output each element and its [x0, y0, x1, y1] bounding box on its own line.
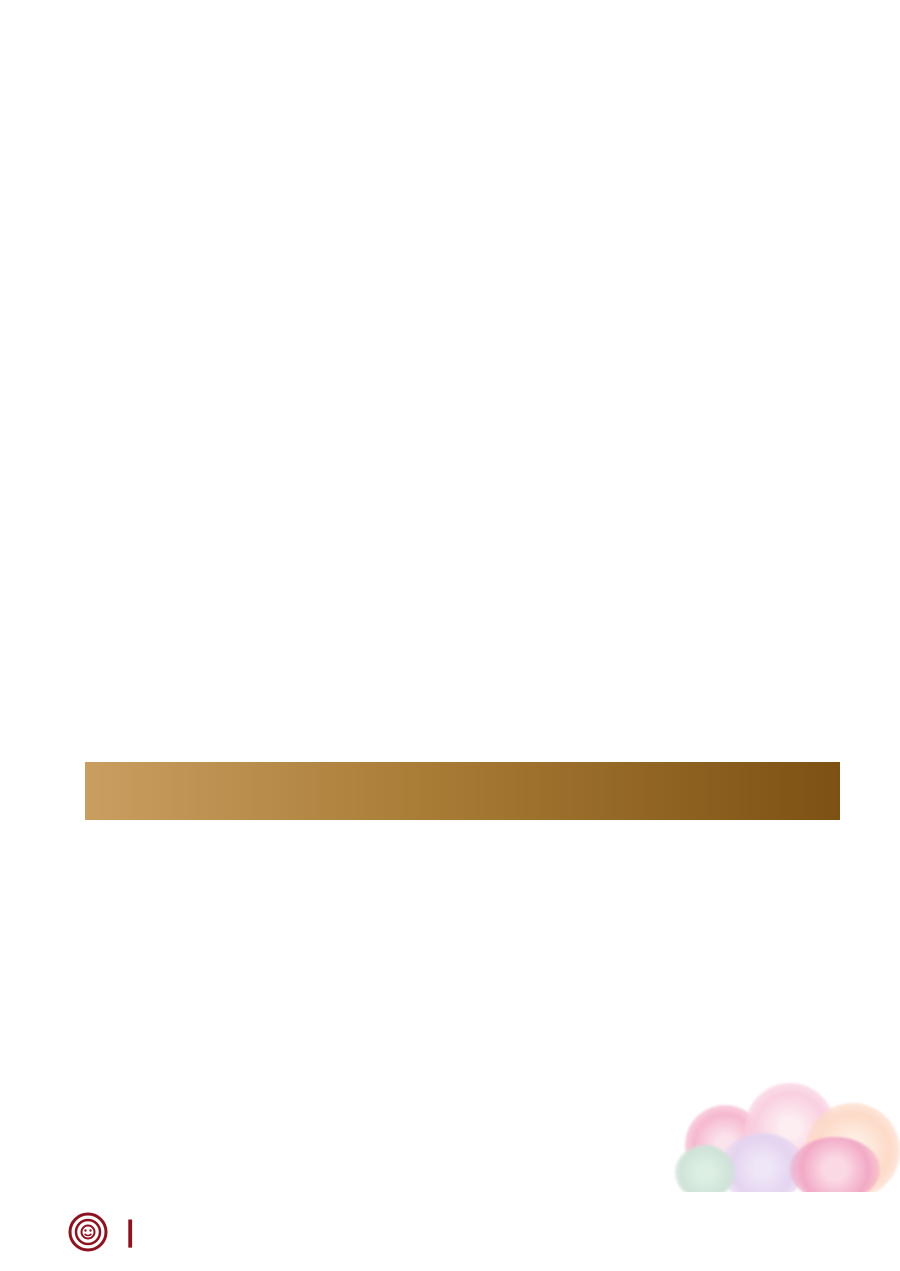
footer-divider: |: [126, 1215, 135, 1248]
footer: [0, 1192, 900, 1271]
rose-bouquet-image: [675, 1075, 900, 1200]
footer-band: [0, 1210, 900, 1254]
notice-box: [85, 762, 840, 820]
org-logo-icon: [68, 1212, 108, 1252]
crayon-border-top: [0, 0, 900, 60]
